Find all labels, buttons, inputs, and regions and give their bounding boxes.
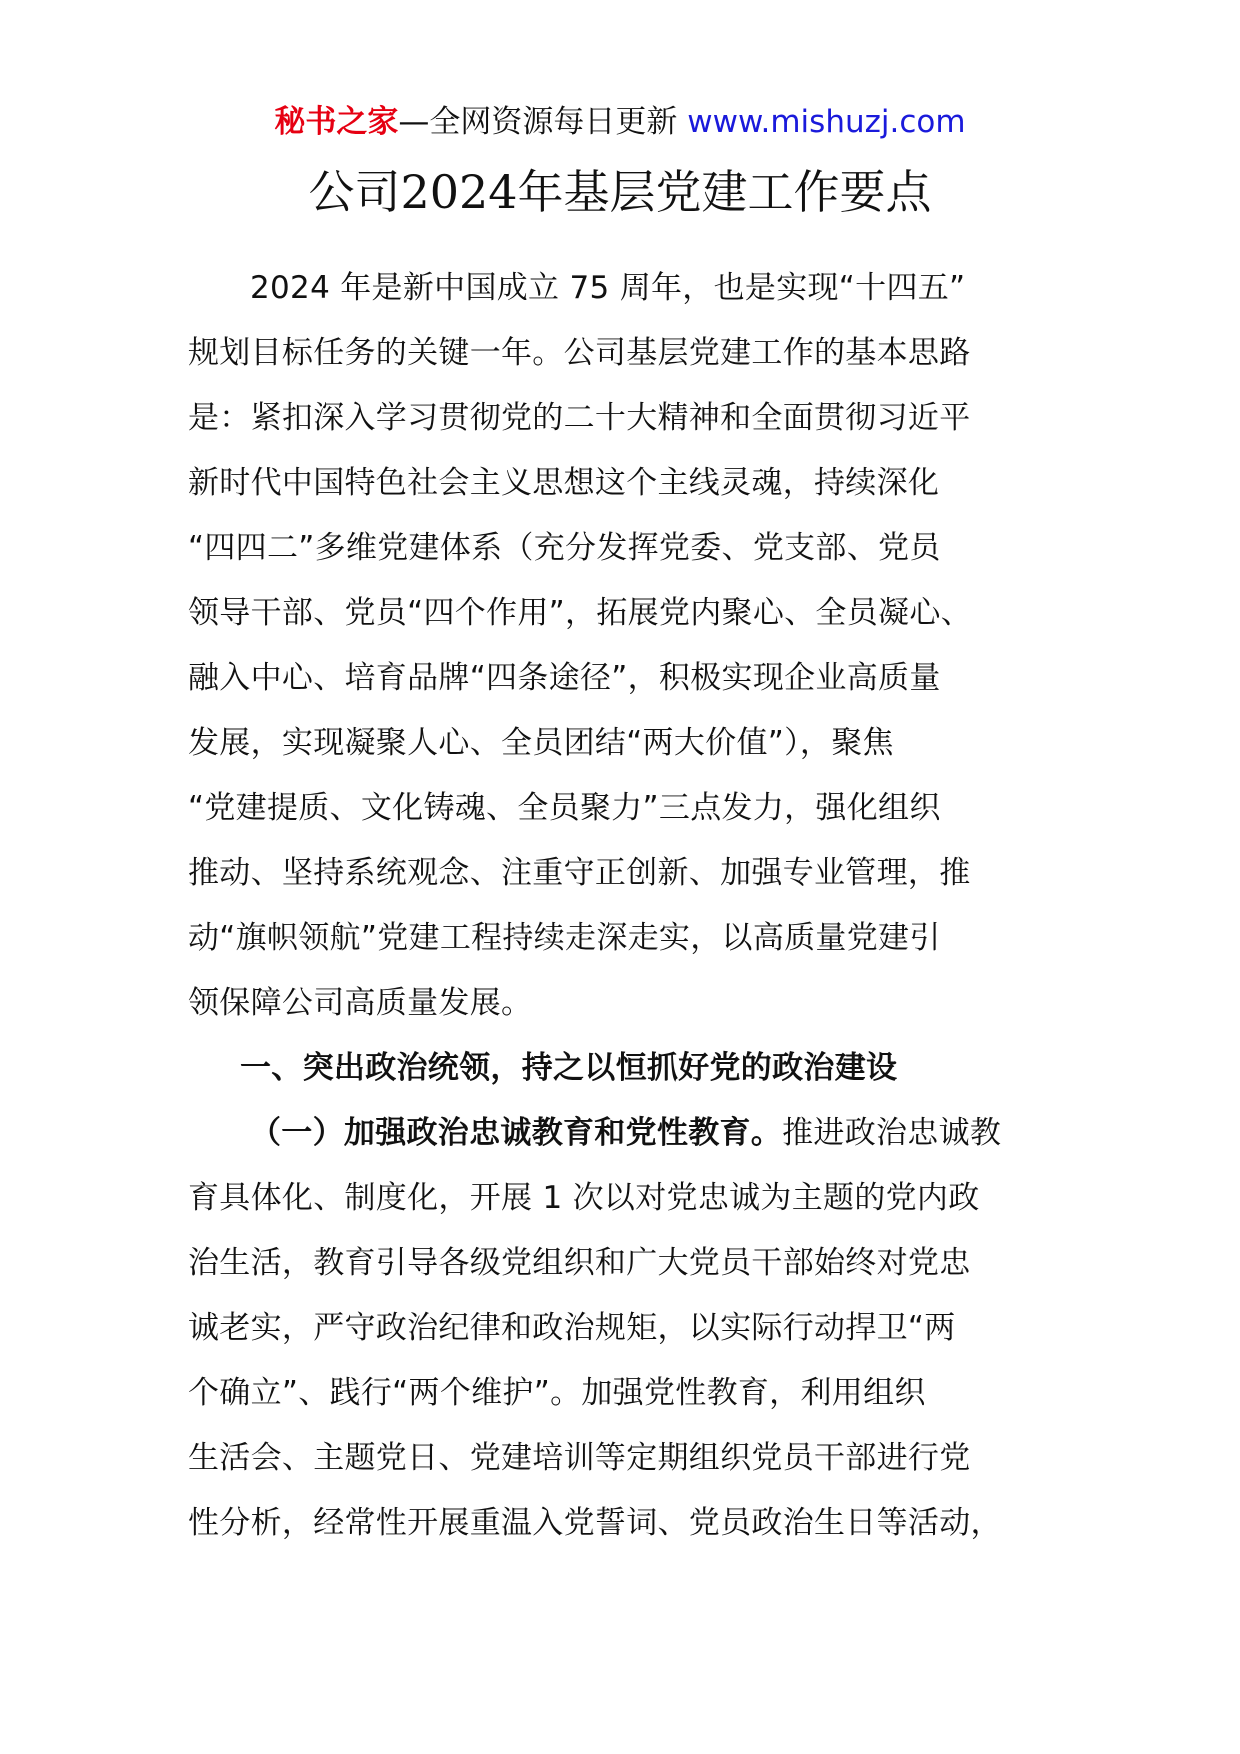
header-tagline: —全网资源每日更新 xyxy=(398,104,688,140)
subsection-title: （一）加强政治忠诚教育和党性教育。 xyxy=(250,1115,783,1151)
paragraph-line: 推动、坚持系统观念、注重守正创新、加强专业管理，推 xyxy=(188,855,971,891)
document-body xyxy=(188,256,1038,1556)
paragraph-text: 推进政治忠诚教 xyxy=(782,1115,1002,1151)
title-prefix: 公司 xyxy=(308,165,401,219)
paragraph-line: 个确立”、践行“两个维护”。加强党性教育，利用组织 xyxy=(188,1375,926,1411)
watermark-header xyxy=(0,100,1240,144)
paragraph-line: “党建提质、文化铸魂、全员聚力”三点发力，强化组织 xyxy=(188,790,941,826)
paragraph-line: 新时代中国特色社会主义思想这个主线灵魂，持续深化 xyxy=(188,465,940,501)
paragraph-line xyxy=(188,1101,1038,1166)
paragraph-line: 是：紧扣深入学习贯彻党的二十大精神和全面贯彻习近平 xyxy=(188,400,971,436)
paragraph-line: “四四二”多维党建体系（充分发挥党委、党支部、党员 xyxy=(188,530,941,566)
paragraph-line: 2024 年是新中国成立 75 周年，也是实现“十四五” xyxy=(250,270,966,306)
paragraph-line: 育具体化、制度化，开展 1 次以对党忠诚为主题的党内政 xyxy=(188,1180,980,1216)
paragraph-line: 发展，实现凝聚人心、全员团结“两大价值”），聚焦 xyxy=(188,725,894,761)
paragraph-line: 领导干部、党员“四个作用”，拓展党内聚心、全员凝心、 xyxy=(188,595,972,631)
paragraph-line: 规划目标任务的关键一年。公司基层党建工作的基本思路 xyxy=(188,335,971,371)
paragraph-line: 融入中心、培育品牌“四条途径”，积极实现企业高质量 xyxy=(188,660,941,696)
paragraph-line: 诚老实，严守政治纪律和政治规矩，以实际行动捍卫“两 xyxy=(188,1310,956,1346)
title-year: 2024 xyxy=(400,165,518,219)
title-suffix: 年基层党建工作要点 xyxy=(517,165,932,219)
paragraph-line: 性分析，经常性开展重温入党誓词、党员政治生日等活动， xyxy=(188,1505,1002,1541)
paragraph-line: 领保障公司高质量发展。 xyxy=(188,985,533,1021)
brand-name: 秘书之家 xyxy=(274,104,399,140)
document-title xyxy=(0,160,1240,224)
paragraph-line: 生活会、主题党日、党建培训等定期组织党员干部进行党 xyxy=(188,1440,971,1476)
website-link[interactable]: www.mishuzj.com xyxy=(687,104,966,140)
paragraph-line: 治生活，教育引导各级党组织和广大党员干部始终对党忠 xyxy=(188,1245,971,1281)
paragraph-line: 动“旗帜领航”党建工程持续走深走实，以高质量党建引 xyxy=(188,920,941,956)
section-heading: 一、突出政治统领，持之以恒抓好党的政治建设 xyxy=(240,1050,898,1086)
